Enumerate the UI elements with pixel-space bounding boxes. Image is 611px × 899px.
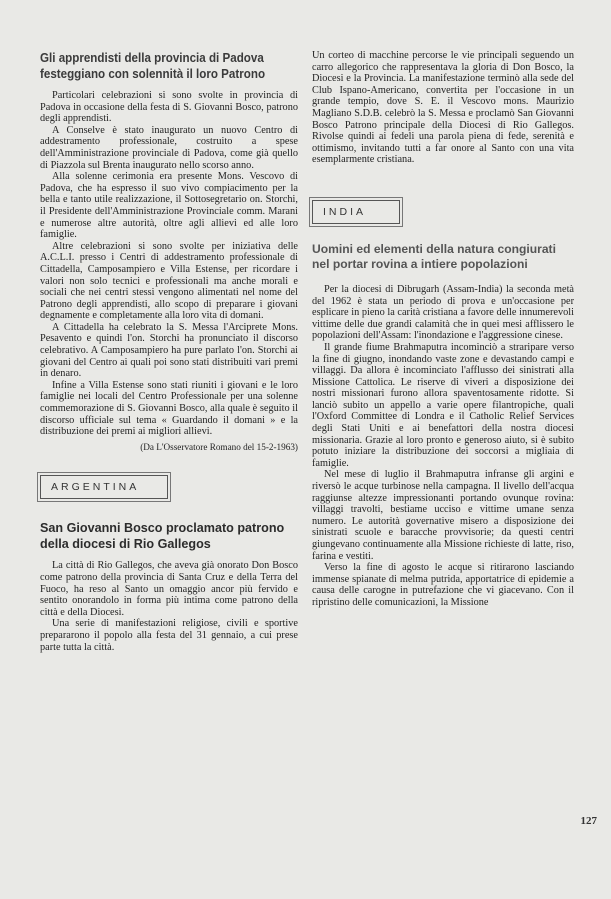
source-citation: (Da L'Osservatore Romano del 15-2-1963) (140, 441, 298, 452)
paragraph: Alla solenne cerimonia era presente Mons. Vescovo di Padova, che ha espresso il suo vivo compiacimento per la bella e tanto utile realizzazione, il Sottosegretario on. Storchi, il Presidente dell'Amministrazione Provinciale comm. Marani e numerose altre autorità, oltre agli allievi ed alle loro famiglie. (40, 171, 298, 241)
paragraph: Nel mese di luglio il Brahmaputra infranse gli argini e riversò le acque turbinose nella campagna. Il livello dell'acqua raggiunse altezze impressionanti portando ovunque rovina: villaggi travolti, bestiame ucciso e vittime umane senza numero. Le autorità governative misero a disposizione dei sinistrati scuole e baracche provvisorie; da questi centri giungevano continuamente alla Missione richieste di latte, riso, farina e vestiti. (312, 469, 574, 562)
paragraph: A Cittadella ha celebrato la S. Messa l'Arciprete Mons. Pesavento e quindi l'on. Storchi ha pronunciato il discorso celebrativo. A Camposampiero ha pure parlato l'on. Storchi ai giovani del Centro ai quali poi sono stati distribuiti vari premi in denaro. (40, 321, 298, 380)
section-tag-india: INDIA (312, 200, 400, 224)
paragraph: Un corteo di macchine percorse le vie principali seguendo un carro allegorico che rappresentava la gloria di Don Bosco, la Diocesi e la Provincia. La manifestazione terminò alla sede del Club Ispano-Americano, convertita per l'occasione in un grande tempio, dove S. E. il Vescovo mons. Maurizio Magliano S.D.B. celebrò la S. Messa e proclamò San Giovanni Bosco Patrono principale della Diocesi di Rio Gallegos. Rivolse quindi ai fedeli una parola piena di fede, serenità e ottimismo, invitando tutti a far onore al Santo con una vita esemplarmente cristiana. (312, 50, 574, 166)
article-continuation (312, 50, 574, 166)
article-title-india: Uomini ed elementi della natura congiurati nel portar rovina a intiere popolazioni (312, 241, 556, 271)
paragraph: La città di Rio Gallegos, che aveva già onorato Don Bosco come patrono della provincia di Santa Cruz e della Terra del Fuoco, ha reso al Santo un omaggio ancor più fervido e sentito onorandolo in forma più intima come patrono della città e della Diocesi. (40, 560, 298, 618)
article-body-padova (40, 90, 298, 453)
article-title-padova: Gli apprendisti della provincia di Padova festeggiano con solennità il loro Patrono (40, 50, 266, 81)
paragraph: Altre celebrazioni si sono svolte per iniziativa delle A.C.L.I. presso i Centri di addestramento professionale di Cittadella, Camposampiero e Villa Estense, per ricordare i valori non solo tecnici e professionali ma anche morali e sociali che nei centri stessi vengono alimentati nel nome del Patrono degli apprendisti, allo scopo di preparare i giovani degnamente e completamente alla loro vita di domani. (40, 240, 298, 322)
right-column (312, 50, 574, 609)
page-number: 127 (580, 815, 597, 827)
paragraph: Il grande fiume Brahmaputra incominciò a straripare verso la fine di giugno, inondando vaste zone e devastando campi e villaggi. Da allora è incominciato l'afflusso dei sinistrati alla Missione Cattolica. Le riserve di viveri a disposizione dei nostri missionari furono allora spaventosamente ridotte. Si lanciò subito un appello a varie opere filantropiche, quali l'Oxford Committee di Londra e il Catholic Relief Services degli Stati Uniti e ai benefattori della nostra diocesi missionaria. Grazie al loro pronto e generoso aiuto, si è subito potuto iniziare la distribuzione dei soccorsi a migliaia di famiglie. (312, 341, 574, 469)
section-argentina (40, 475, 298, 653)
paragraph: Per la diocesi di Dibrugarh (Assam-India) la seconda metà del 1962 è stata un periodo di prova e un'occasione per esplicare in pieno la carità cristiana a favore delle innumerevoli vittime delle due grandi calamità che in quei mesi afflissero le popolazioni dell'Assam: l'inondazione e l'aggressione cinese. (312, 283, 574, 342)
paragraph: Una serie di manifestazioni religiose, civili e sportive prepararono il popolo alla festa del 31 gennaio, a cui prese parte tutta la città. (40, 618, 298, 653)
paragraph: Verso la fine di agosto le acque si ritirarono lasciando immense spianate di melma putrida, apportatrice di epidemie a causa delle carogne in putrefazione che vi giacevano. Con il ripristino delle comunicazioni, la Missione (312, 562, 574, 608)
paragraph: Particolari celebrazioni si sono svolte in provincia di Padova in occasione della festa di S. Giovanni Bosco, patrono degli apprendisti. (40, 90, 298, 125)
section-india (312, 200, 574, 609)
section-tag-argentina: ARGENTINA (40, 475, 168, 499)
left-column (40, 50, 298, 653)
paragraph: A Conselve è stato inaugurato un nuovo Centro di addestramento professionale, costruito a spese dell'Amministrazione provinciale di Padova, come già quello di Piazzola sul Brenta inaugurato nello scorso anno. (40, 124, 298, 171)
paragraph: Infine a Villa Estense sono stati riuniti i giovani e le loro famiglie nei locali del Centro Professionale per una solenne commemorazione di S. Giovanni Bosco, alla quale è seguito il discorso ufficiale sul tema « Guardando il domani » e la distribuzione dei premi ai migliori allievi. (40, 379, 298, 438)
article-title-rio-gallegos: San Giovanni Bosco proclamato patrono della diocesi di Rio Gallegos (40, 521, 285, 551)
